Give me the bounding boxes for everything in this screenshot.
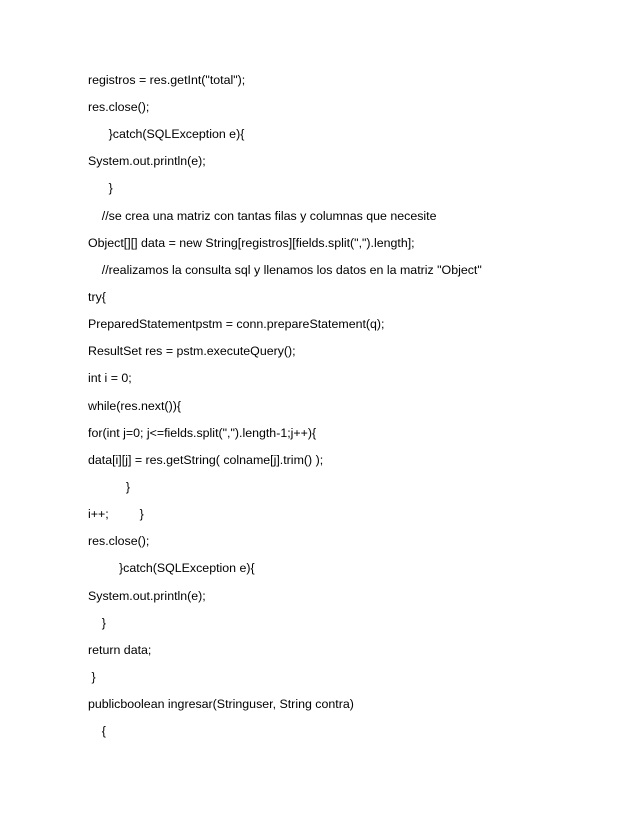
code-line: res.close();: [88, 100, 150, 114]
code-line: }: [88, 670, 96, 684]
code-line: try{: [88, 290, 106, 304]
code-line: System.out.println(e);: [88, 154, 206, 168]
code-line: //se crea una matriz con tantas filas y columnas que necesite: [88, 209, 437, 223]
code-line: registros = res.getInt("total");: [88, 73, 246, 87]
code-line: ResultSet res = pstm.executeQuery();: [88, 344, 296, 358]
code-line: data[i][j] = res.getString( colname[j].trim() );: [88, 453, 324, 467]
code-line: i++; }: [88, 507, 144, 521]
code-line: int i = 0;: [88, 371, 132, 385]
code-line: {: [88, 724, 106, 738]
code-line: while(res.next()){: [88, 399, 181, 413]
code-line: Object[][] data = new String[registros][fields.split(",").length];: [88, 236, 415, 250]
code-line: return data;: [88, 643, 152, 657]
code-line: }catch(SQLException e){: [88, 127, 245, 141]
code-line: PreparedStatementpstm = conn.prepareStatement(q);: [88, 317, 385, 331]
code-line: }: [88, 616, 106, 630]
code-line: }: [88, 181, 113, 195]
code-line: }catch(SQLException e){: [88, 561, 255, 575]
code-line: for(int j=0; j<=fields.split(",").length-1;j++){: [88, 426, 317, 440]
code-line: publicboolean ingresar(Stringuser, String contra): [88, 697, 354, 711]
code-line: }: [88, 480, 131, 494]
code-line: res.close();: [88, 534, 150, 548]
code-line: System.out.println(e);: [88, 589, 206, 603]
code-line: //realizamos la consulta sql y llenamos los datos en la matriz "Object": [88, 263, 482, 277]
